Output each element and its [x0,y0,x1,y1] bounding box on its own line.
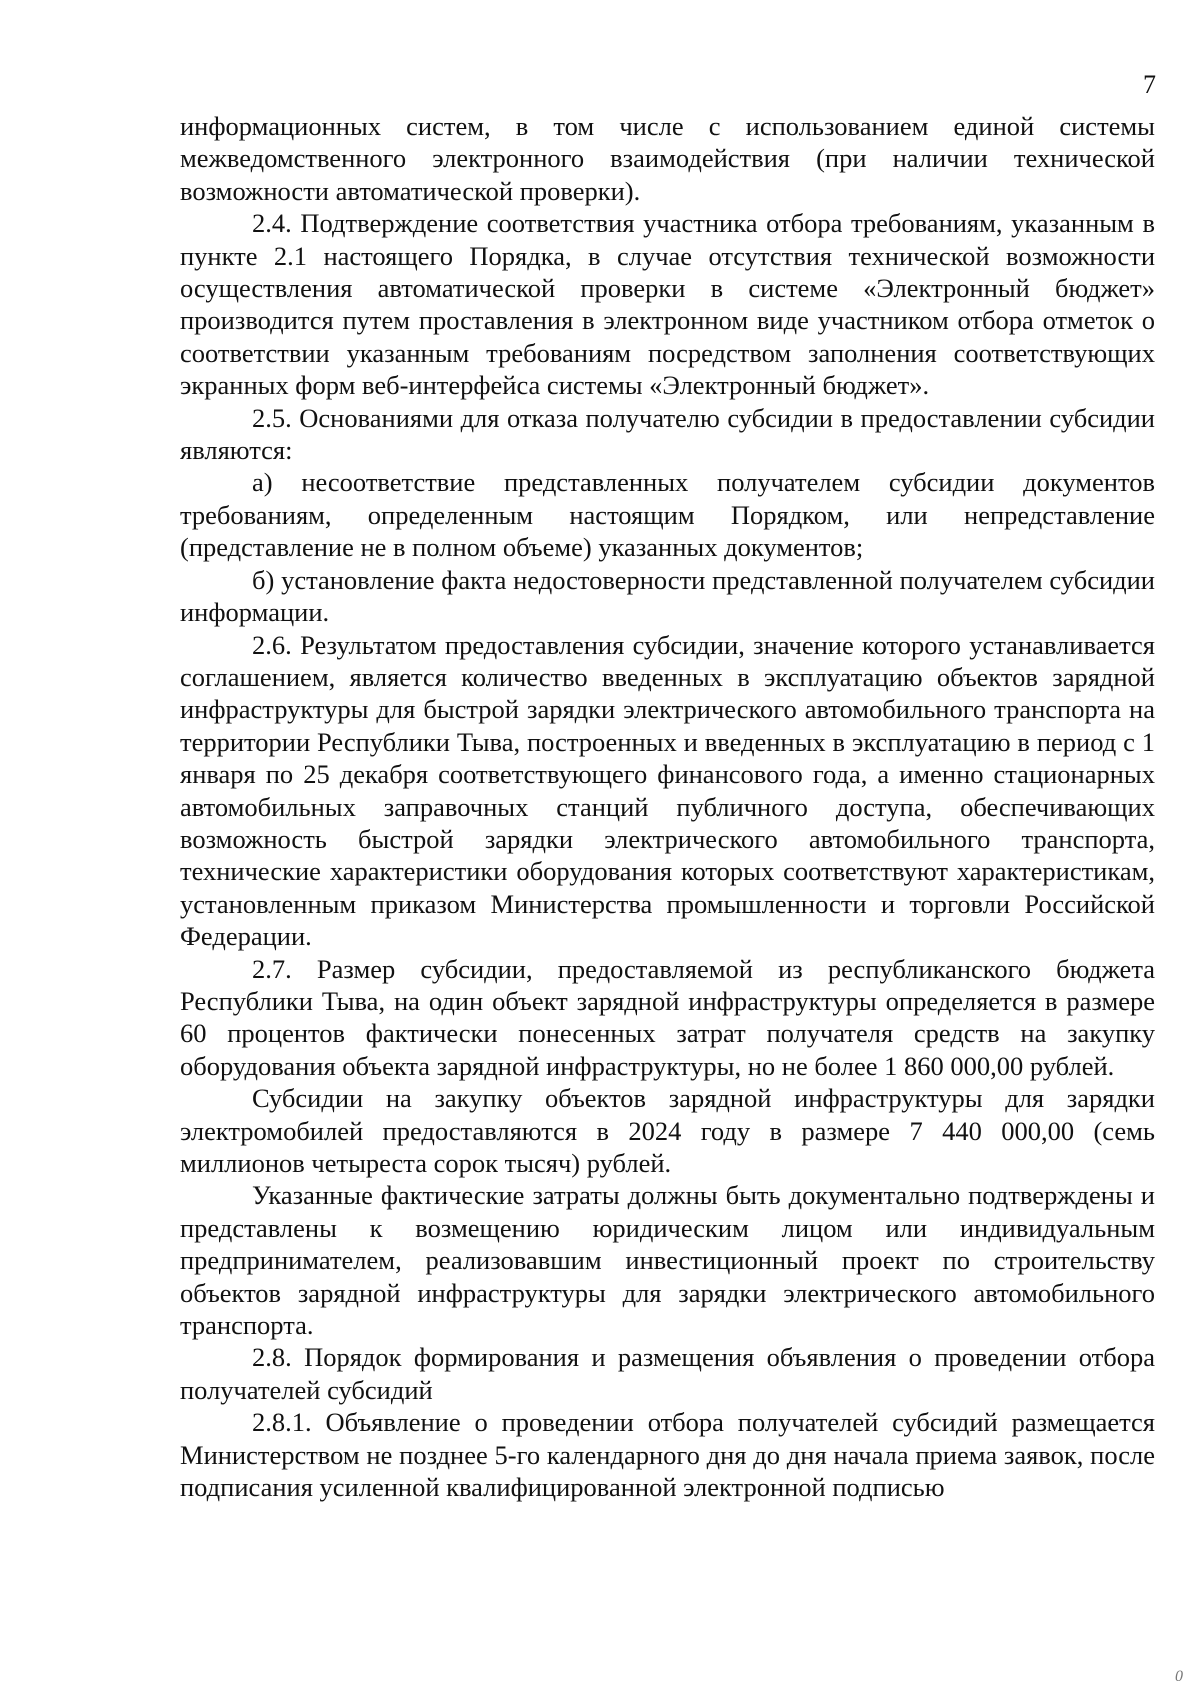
page-number: 7 [1143,70,1156,99]
document-body [180,110,1155,1503]
paragraph-2-7: 2.7. Размер субсидии, предоставляемой из республиканского бюджета Республики Тыва, на один объект зарядной инфраструктуры определяется в размере 60 процентов фактически понесенных затрат получателя средств на закупку оборудования объекта зарядной инфраструктуры, но не более 1 860 000,00 рублей. [180,953,1155,1081]
paragraph-2-5-a: а) несоответствие представленных получателем субсидии документов требованиям, определенным настоящим Порядком, или непредставление (представление не в полном объеме) указанных документов; [180,467,1155,563]
paragraph-2-5: 2.5. Основаниями для отказа получателю субсидии в предоставлении субсидии являются: [180,402,1155,466]
paragraph-continuation: информационных систем, в том числе с использованием единой системы межведомственного электронного взаимодействия (при наличии технической возможности автоматической проверки). [180,111,1155,206]
corner-mark: 0 [1175,1668,1183,1685]
paragraph-2-8-1: 2.8.1. Объявление о проведении отбора получателей субсидий размещается Министерством не позднее 5-го календарного дня до дня начала приема заявок, после подписания усиленной квалифицированной электронной подписью [180,1407,1155,1503]
paragraph-2-5-b: б) установление факта недостоверности представленной получателем субсидии информации. [180,564,1155,628]
paragraph-2-6: 2.6. Результатом предоставления субсидии, значение которого устанавливается соглашением, является количество введенных в эксплуатацию объектов зарядной инфраструктуры для быстрой зарядки электрического автомобильного транспорта на территории Республики Тыва, построенных и введенных в эксплуатацию в период с 1 января по 25 декабря соответствующего финансового года, а именно стационарных автомобильных заправочных станций публичного доступа, обеспечивающих возможность быстрой зарядки электрического автомобильного транспорта, технические характеристики оборудования которых соответствуют характеристикам, установленным приказом Министерства промышленности и торговли Российской Федерации. [180,629,1155,952]
paragraph-subsidy-amount: Субсидии на закупку объектов зарядной инфраструктуры для зарядки электромобилей предоставляются в 2024 году в размере 7 440 000,00 (семь миллионов четыреста сорок тысяч) рублей. [180,1083,1155,1178]
paragraph-2-8: 2.8. Порядок формирования и размещения объявления о проведении отбора получателей субсидий [180,1342,1155,1405]
paragraph-2-4: 2.4. Подтверждение соответствия участника отбора требованиям, указанным в пункте 2.1 настоящего Порядка, в случае отсутствия технической возможности осуществления автоматической проверки в системе «Электронный бюджет» производится путем проставления в электронном виде участником отбора отметок о соответствии указанным требованиям посредством заполнения соответствующих экранных форм веб-интерфейса системы «Электронный бюджет». [180,208,1155,401]
paragraph-costs-confirmation: Указанные фактические затраты должны быть документально подтверждены и представлены к возмещению юридическим лицом или индивидуальным предпринимателем, реализовавшим инвестиционный проект по строительству объектов зарядной инфраструктуры для зарядки электрического автомобильного транспорта. [180,1180,1155,1341]
